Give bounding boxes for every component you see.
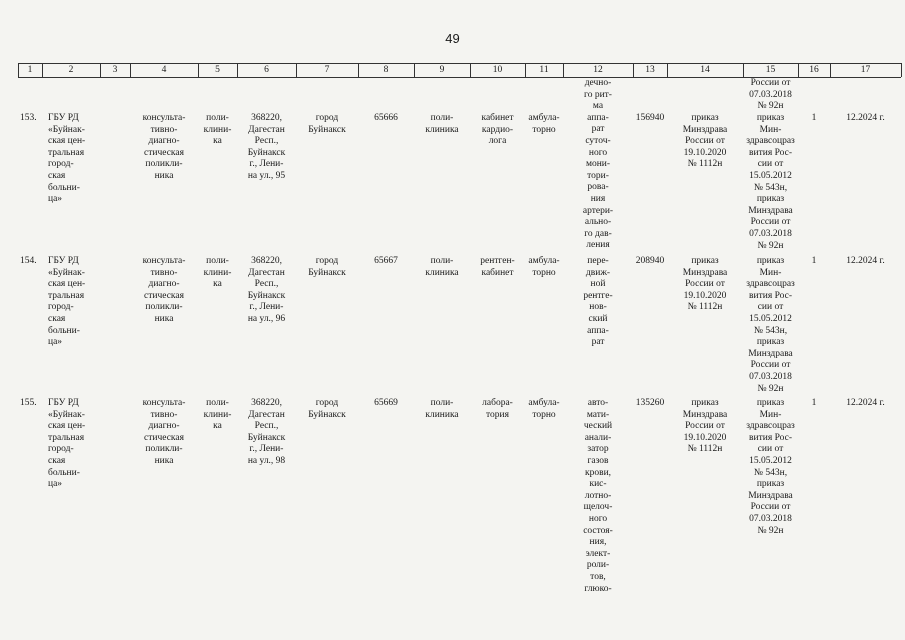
equipment-name: пере- движ- ной рентге- нов- ский аппа- рат [583,256,613,348]
header-cell: 7 [324,65,330,75]
header-cell: 12 [593,65,603,75]
facility-type: поли- клини- ка [203,256,232,290]
equipment-name: авто- мати- ческий анали- затор газов крови, кис- лотно- щелоч- ного состоя- ния, элект- роли- тов, глюко- [583,398,613,594]
row-number: 154. [20,256,37,266]
equipment-overflow: дечно- го рит- ма аппа- рат суточ- ного мони- тори- рова- ния артери- ально- го дав- ления [582,78,614,251]
order-reference: приказ Минздрава России от 19.10.2020 № 1112н [682,113,728,170]
division-name: консульта- тивно- диагно- стическая поликли- ника [142,398,186,466]
division-name: консульта- тивно- диагно- стическая поликли- ника [142,113,186,181]
row-number: 155. [20,398,37,408]
facility-type: поли- клини- ка [203,398,232,432]
date: 12.2024 г. [846,256,885,266]
orders-reference: приказ Мин- здравсоцраз вития Рос- сии от 15.05.2012 № 543н, приказ Минздрава России от 07.03.2018 № 92н [746,398,795,536]
address: 368220, Дагестан Респ., Буйнакск г., Лени- на ул., 96 [247,256,286,324]
unit-name: поли- клиника [425,398,459,420]
price: 135260 [635,398,665,408]
organization-name: ГБУ РД «Буйнак- ская цен- тральная город- ская больни- ца» [48,113,86,205]
order-reference: приказ Минздрава России от 19.10.2020 № 1112н [682,398,728,455]
header-cell: 16 [809,65,819,75]
date: 12.2024 г. [846,113,885,123]
header-cell: 14 [700,65,710,75]
orders-reference: приказ Мин- здравсоцраз вития Рос- сии от 15.05.2012 № 543н, приказ Минздрава России от 07.03.2018 № 92н [746,113,795,251]
row-number: 153. [20,113,37,123]
price: 208940 [635,256,665,266]
facility-type: поли- клини- ка [203,113,232,147]
header-cell: 13 [645,65,655,75]
facility-code: 65669 [374,398,398,408]
header-cell: 8 [383,65,389,75]
quantity: 1 [811,256,817,266]
address: 368220, Дагестан Респ., Буйнакск г., Лени- на ул., 98 [247,398,286,466]
orders-reference: приказ Мин- здравсоцраз вития Рос- сии от 15.05.2012 № 543н, приказ Минздрава России от 07.03.2018 № 92н [746,256,795,394]
address: 368220, Дагестан Респ., Буйнакск г., Лени- на ул., 95 [247,113,286,181]
quantity: 1 [811,113,817,123]
city: город Буйнакск [308,398,346,420]
header-cell: 5 [215,65,220,75]
header-cell: 2 [68,65,74,75]
price: 156940 [635,113,665,123]
room-name: лабора- тория [482,398,513,420]
city: город Буйнакск [308,113,346,135]
city: город Буйнакск [308,256,346,278]
unit-name: поли- клиника [425,113,459,135]
order-reference: приказ Минздрава России от 19.10.2020 № 1112н [682,256,728,313]
care-type: амбула- торно [528,113,560,135]
header-cell: 4 [161,65,167,75]
header-cell: 17 [860,65,871,75]
organization-name: ГБУ РД «Буйнак- ская цен- тральная город- ская больни- ца» [48,256,86,348]
quantity: 1 [811,398,817,408]
header-cell: 6 [264,65,269,75]
care-type: амбула- торно [528,398,560,420]
order-overflow: России от 07.03.2018 № 92н [749,78,792,112]
room-name: кабинет кардио- лога [481,113,514,147]
header-cell: 3 [112,65,118,75]
facility-code: 65666 [374,113,398,123]
header-cell: 11 [539,65,549,75]
organization-name: ГБУ РД «Буйнак- ская цен- тральная город- ская больни- ца» [48,398,86,490]
grid-line [901,63,902,77]
unit-name: поли- клиника [425,256,459,278]
care-type: амбула- торно [528,256,560,278]
page-number: 49 [445,31,460,46]
room-name: рентген- кабинет [480,256,515,278]
header-cell: 1 [27,65,33,75]
header-cell: 15 [765,65,776,75]
header-cell: 9 [439,65,445,75]
date: 12.2024 г. [846,398,885,408]
facility-code: 65667 [374,256,398,266]
division-name: консульта- тивно- диагно- стическая поликли- ника [142,256,186,324]
header-cell: 10 [492,65,503,75]
